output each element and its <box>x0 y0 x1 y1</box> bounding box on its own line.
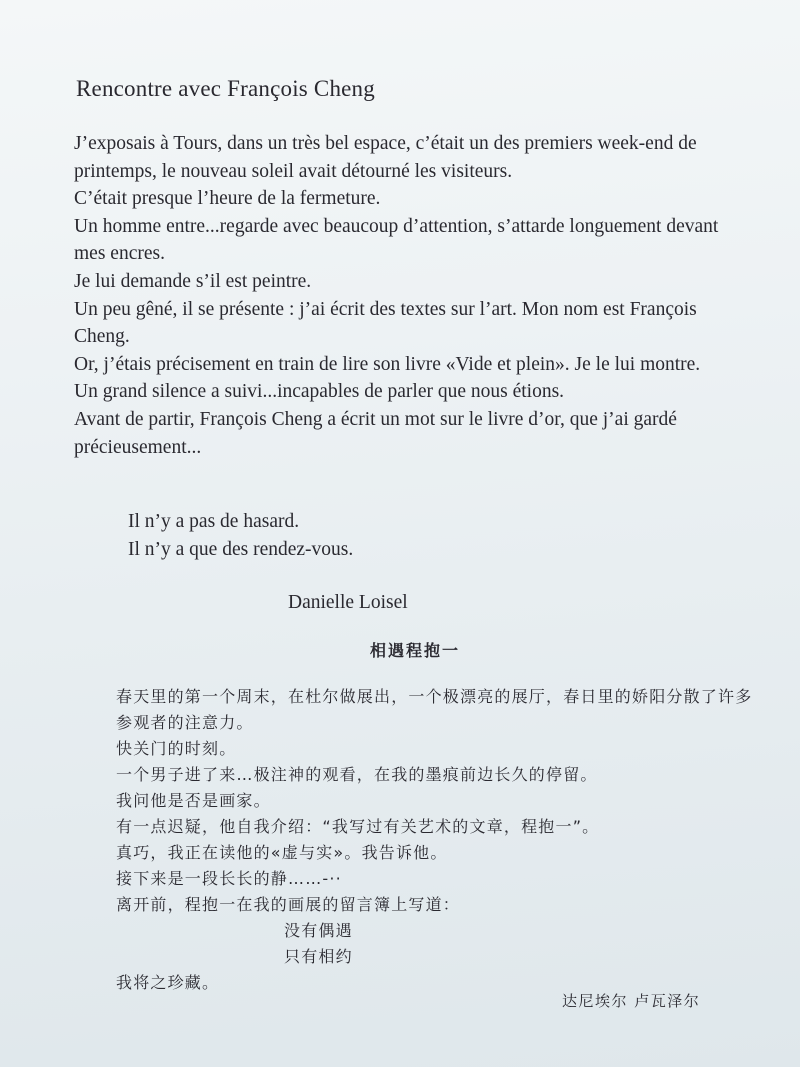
paragraph-line: 真巧，我正在读他的«虚与实»。我告诉他。 <box>116 843 448 862</box>
poem-line: 只有相约 <box>284 947 353 966</box>
paragraph-line: 离开前，程抱一在我的画展的留言簿上写道： <box>116 895 461 914</box>
paragraph-line: C’était presque l’heure de la fermeture. <box>74 188 381 210</box>
quote-line: Il n’y a pas de hasard. <box>128 511 300 532</box>
french-author: Danielle Loisel <box>288 592 408 613</box>
paragraph-line: Or, j’étais précisement en train de lire son livre «Vide et plein». Je le lui montre. <box>74 353 701 375</box>
chinese-author: 达尼埃尔 卢瓦泽尔 <box>562 992 701 1010</box>
paragraph-line: Je lui demande s’il est peintre. <box>74 270 312 292</box>
french-text <box>74 130 744 461</box>
paragraph-line: 接下来是一段长长的静……-·· <box>116 869 342 888</box>
paragraph-line: J’exposais à Tours, dans un très bel espace, c’était un des premiers week-end de printemps, le nouveau soleil avait détourné les visiteurs. <box>74 133 697 182</box>
paragraph-line: 快关门的时刻。 <box>116 739 237 758</box>
paragraph-line: Un peu gêné, il se présente : j’ai écrit des textes sur l’art. Mon nom est François Cheng. <box>74 298 697 348</box>
page-title: Rencontre avec François Cheng <box>76 76 375 101</box>
paragraph-line: 春天里的第一个周末，在杜尔做展出，一个极漂亮的展厅，春日里的娇阳分散了许多参观者的注意力。 <box>116 687 753 732</box>
paragraph-line: 我将之珍藏。 <box>116 973 220 992</box>
quote-line: Il n’y a que des rendez-vous. <box>128 539 354 560</box>
poem-line: 没有偶遇 <box>284 921 353 940</box>
paragraph-line: Un homme entre...regarde avec beaucoup d’attention, s’attarde longuement devant mes encres. <box>74 215 719 265</box>
paragraph-line: 有一点迟疑，他自我介绍：“我写过有关艺术的文章，程抱一”。 <box>116 817 600 836</box>
paragraph-line: Avant de partir, François Cheng a écrit un mot sur le livre d’or, que j’ai gardé précieusement... <box>74 408 677 458</box>
paragraph-line: 一个男子进了来…极注神的观看，在我的墨痕前边长久的停留。 <box>116 765 598 784</box>
french-quote <box>128 508 353 564</box>
paragraph-line: Un grand silence a suivi...incapables de parler que nous étions. <box>74 381 565 403</box>
paragraph-line: 我问他是否是画家。 <box>116 791 271 810</box>
chinese-title: 相遇程抱一 <box>370 641 461 660</box>
chinese-text <box>88 684 758 996</box>
